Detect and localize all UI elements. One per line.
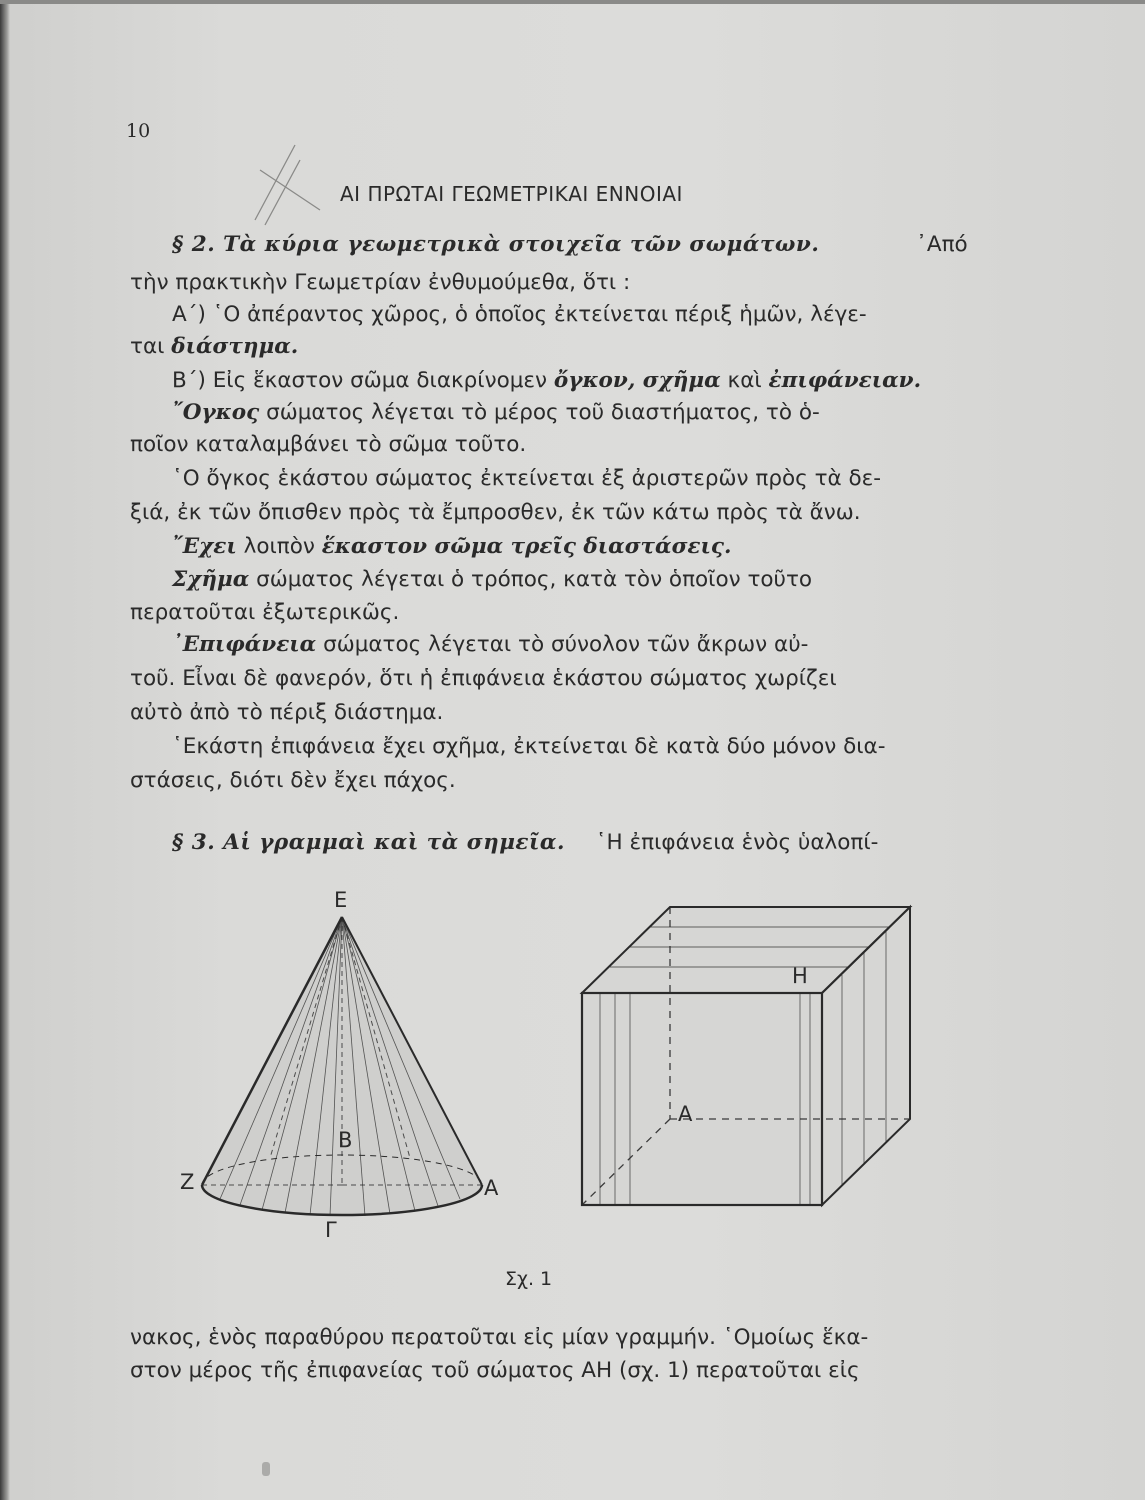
section2-heading: § 2. Τὰ κύρια γεωμετρικὰ στοιχεῖα τῶν σωμάτων.: [172, 232, 820, 257]
text-fragment: Β΄) Εἰς ἕκαστον σῶμα διακρίνομεν: [172, 368, 548, 393]
figure-1: [170, 885, 970, 1245]
cone-drawing: [202, 917, 482, 1216]
text-fragment: λοιπὸν: [243, 534, 315, 559]
text-fragment: σώματος λέγεται τὸ σύνολον τῶν ἄκρων αὐ-: [323, 632, 809, 657]
section2-line-7: ποῖον καταλαμβάνει τὸ σῶμα τοῦτο.: [130, 432, 527, 457]
term-ogkos-schima: ὄγκον, σχῆμα: [553, 368, 721, 393]
page-number: 10: [126, 120, 151, 142]
cone-label-left: Ζ: [180, 1170, 195, 1194]
section2-line-4: [130, 334, 298, 359]
section3-line-3: στον μέρος τῆς ἐπιφανείας τοῦ σώματος ΑΗ (σχ. 1) περατοῦται εἰς: [130, 1358, 860, 1383]
section2-line-9: ξιά, ἐκ τῶν ὄπισθεν πρὸς τὰ ἔμπροσθεν, ἐκ τῶν κάτω πρὸς τὰ ἄνω.: [130, 500, 861, 525]
section2-line-6: [172, 400, 820, 425]
cone-label-right: Α: [484, 1176, 499, 1200]
ink-smudge: [262, 1462, 270, 1476]
term-epifaneia: ἐπιφάνειαν.: [768, 368, 922, 393]
section2-line-13: [172, 632, 808, 657]
pencil-mark: [245, 140, 325, 230]
section2-line-11: [172, 567, 812, 592]
term-echei: ῎Εχει: [172, 534, 237, 559]
section2-line-12: περατοῦται ἐξωτερικῶς.: [130, 600, 400, 625]
section2-line-3: Α΄) ῾Ο ἀπέραντος χῶρος, ὁ ὁποῖος ἐκτείνεται πέριξ ἡμῶν, λέγε-: [172, 302, 867, 327]
binding-edge: [0, 0, 10, 1500]
cube-drawing: [582, 907, 910, 1205]
section2-heading-line: [172, 232, 968, 257]
section2-line-14: τοῦ. Εἶναι δὲ φανερόν, ὅτι ἡ ἐπιφάνεια ἑκάστου σώματος χωρίζει: [130, 666, 837, 691]
term-ogkos: ῎Ογκος: [172, 400, 260, 425]
term-treis-diastaseis: ἕκαστον σῶμα τρεῖς διαστάσεις.: [321, 534, 732, 559]
section3-heading-line: [172, 830, 878, 855]
text-fragment: καὶ: [727, 368, 762, 393]
section2-line-15: αὐτὸ ἀπὸ τὸ πέριξ διάστημα.: [130, 700, 444, 725]
section2-line-17: στάσεις, διότι δὲν ἔχει πάχος.: [130, 768, 456, 793]
cube-label-back: Α: [678, 1102, 693, 1126]
figure-caption: Σχ. 1: [505, 1268, 553, 1290]
cone-label-bottom: Γ: [325, 1218, 337, 1242]
term-diastima: διάστημα.: [171, 334, 299, 359]
text-fragment: ται: [130, 334, 165, 359]
term-schima: Σχῆμα: [172, 567, 250, 592]
section2-line-16: ῾Εκάστη ἐπιφάνεια ἔχει σχῆμα, ἐκτείνεται δὲ κατὰ δύο μόνον δια-: [172, 734, 886, 759]
section3-line-2: νακος, ἑνὸς παραθύρου περατοῦται εἰς μίαν γραμμήν. ῾Ομοίως ἕκα-: [130, 1325, 869, 1350]
section3-heading-tail: ῾Η ἐπιφάνεια ἑνὸς ὑαλοπί-: [595, 830, 879, 855]
top-edge: [0, 0, 1145, 4]
term-epifaneia-def: ᾿Επιφάνεια: [172, 632, 317, 657]
cone-label-apex: Ε: [334, 888, 348, 912]
running-head: ΑΙ ΠΡΩΤΑΙ ΓΕΩΜΕΤΡΙΚΑΙ ΕΝΝΟΙΑΙ: [340, 182, 683, 206]
section2-line-2: τὴν πρακτικὴν Γεωμετρίαν ἐνθυμούμεθα, ὅτι :: [130, 270, 631, 295]
section2-line-8: ῾Ο ὄγκος ἑκάστου σώματος ἐκτείνεται ἐξ ἀριστερῶν πρὸς τὰ δε-: [172, 466, 882, 491]
text-fragment: σώματος λέγεται ὁ τρόπος, κατὰ τὸν ὁποῖον τοῦτο: [256, 567, 813, 592]
section2-line-5: [172, 368, 921, 393]
section3-heading: § 3. Αἱ γραμμαὶ καὶ τὰ σημεῖα.: [172, 830, 565, 855]
text-fragment: σώματος λέγεται τὸ μέρος τοῦ διαστήματος, τὸ ὁ-: [266, 400, 820, 425]
section2-line-10: [172, 534, 731, 559]
section2-heading-tail: ᾿Από: [916, 232, 968, 257]
cube-label-top: Η: [792, 964, 808, 988]
cone-label-center: Β: [338, 1128, 353, 1152]
